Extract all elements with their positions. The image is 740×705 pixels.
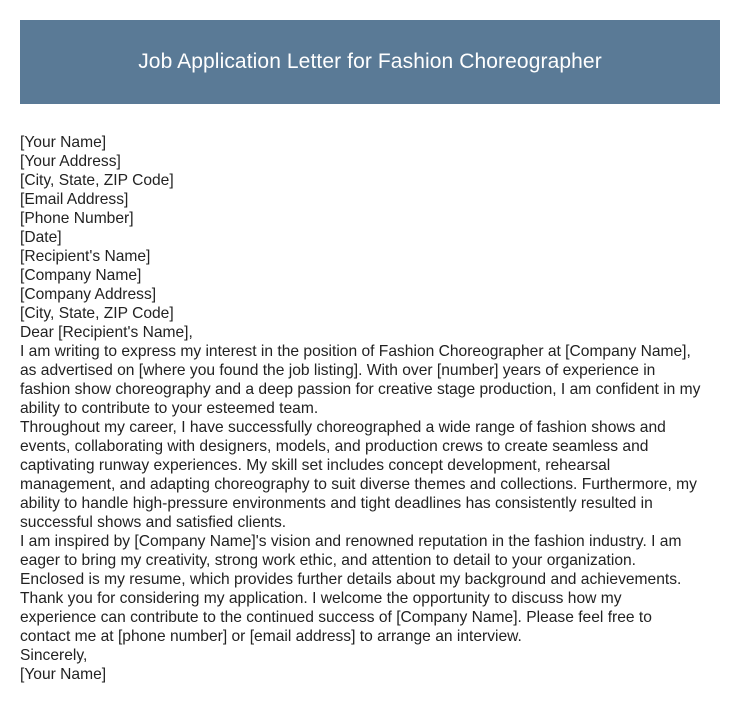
paragraph-line: management, and adapting choreography to suit diverse themes and collections. Furthermore, my [20,476,697,493]
paragraph-line: experience can contribute to the continued success of [Company Name]. Please feel free to [20,609,652,626]
salutation: Dear [Recipient's Name], [20,324,193,341]
signature-name: [Your Name] [20,666,107,683]
sender-city-state-zip: [City, State, ZIP Code] [20,172,174,189]
sender-address: [Your Address] [20,153,121,170]
paragraph-line: successful shows and satisfied clients. [20,514,287,531]
page-title: Job Application Letter for Fashion Choreographer [138,50,602,73]
paragraph-line: contact me at [phone number] or [email address] to arrange an interview. [20,628,522,645]
sender-phone: [Phone Number] [20,210,134,227]
paragraph-line: I am inspired by [Company Name]'s vision and renowned reputation in the fashion industry. I am [20,533,682,550]
paragraph-line: eager to bring my creativity, strong work ethic, and attention to detail to your organization. [20,552,636,569]
sender-name: [Your Name] [20,134,107,151]
paragraph-line: as advertised on [where you found the job listing]. With over [number] years of experience in [20,362,656,379]
recipient-company: [Company Name] [20,267,142,284]
paragraph-line: events, collaborating with designers, models, and production crews to create seamless and [20,438,649,455]
paragraph-line: fashion show choreography and a deep passion for creative stage production, I am confident in my [20,381,701,398]
paragraph-line: ability to contribute to your esteemed team. [20,400,319,417]
recipient-company-address: [Company Address] [20,286,157,303]
paragraph-line: I am writing to express my interest in the position of Fashion Choreographer at [Company Name], [20,343,691,360]
sender-email: [Email Address] [20,191,129,208]
paragraph-line: ability to handle high-pressure environments and tight deadlines has consistently resulted in [20,495,653,512]
paragraph-line: captivating runway experiences. My skill set includes concept development, rehearsal [20,457,611,474]
recipient-name: [Recipient's Name] [20,248,151,265]
title-banner [20,20,720,104]
recipient-city-state-zip: [City, State, ZIP Code] [20,305,174,322]
paragraph-line: Enclosed is my resume, which provides further details about my background and achievements. [20,571,682,588]
closing: Sincerely, [20,647,88,664]
letter-date: [Date] [20,229,62,246]
paragraph-line: Throughout my career, I have successfully choreographed a wide range of fashion shows and [20,419,666,436]
paragraph-line: Thank you for considering my application. I welcome the opportunity to discuss how my [20,590,622,607]
letter-body [20,133,725,684]
